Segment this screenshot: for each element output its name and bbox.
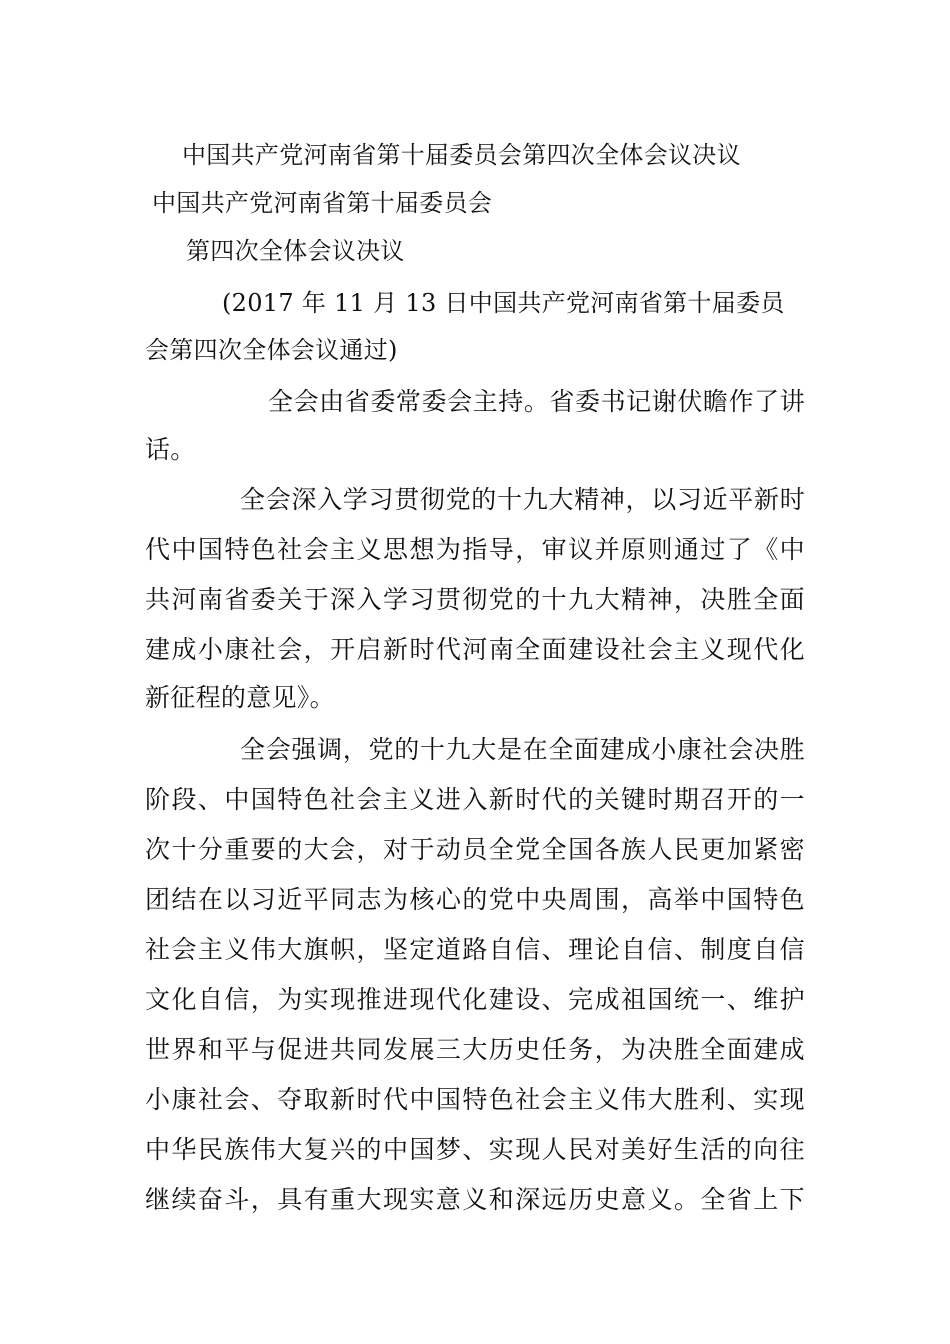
para3-line-1: 全会强调，党的十九大是在全面建成小康社会决胜 <box>240 735 805 764</box>
para3-line-2: 阶段、中国特色社会主义进入新时代的关键时期召开的一 <box>145 785 805 814</box>
date-line-2: 会第四次全体会议通过) <box>145 336 398 364</box>
para3-line-3: 次十分重要的大会，对于动员全党全国各族人民更加紧密 <box>145 835 805 864</box>
date-line-1: (2017 年 11 月 13 日中国共产党河南省第十届委员 <box>222 289 785 317</box>
para3-line-9: 中华民族伟大复兴的中国梦、实现人民对美好生活的向往 <box>145 1135 805 1164</box>
para3-line-7: 世界和平与促进共同发展三大历史任务，为决胜全面建成 <box>145 1035 805 1064</box>
para3-line-4: 团结在以习近平同志为核心的党中央周围，高举中国特色 <box>145 885 805 914</box>
para2-line-3: 共河南省委关于深入学习贯彻党的十九大精神，决胜全面 <box>145 585 805 614</box>
para2-line-1: 全会深入学习贯彻党的十九大精神，以习近平新时 <box>240 485 805 514</box>
para3-line-10: 继续奋斗，具有重大现实意义和深远历史意义。全省上下 <box>145 1185 805 1214</box>
para2-line-5: 新征程的意见》。 <box>145 683 335 712</box>
para3-line-8: 小康社会、夺取新时代中国特色社会主义伟大胜利、实现 <box>145 1085 805 1114</box>
para3-line-5: 社会主义伟大旗帜，坚定道路自信、理论自信、制度自信 <box>145 935 805 964</box>
title-line-1: 中国共产党河南省第十届委员会 <box>152 189 493 217</box>
para2-line-4: 建成小康社会，开启新时代河南全面建设社会主义现代化 <box>145 635 805 664</box>
para1-line-1: 全会由省委常委会主持。省委书记谢伏瞻作了讲 <box>268 387 805 416</box>
para3-line-6: 文化自信，为实现推进现代化建设、完成祖国统一、维护 <box>145 985 805 1014</box>
document-title: 中国共产党河南省第十届委员会第四次全体会议决议 <box>182 141 741 169</box>
para2-line-2: 代中国特色社会主义思想为指导，审议并原则通过了《中 <box>145 535 805 564</box>
title-line-2: 第四次全体会议决议 <box>186 237 405 265</box>
para1-line-2: 话。 <box>145 435 196 464</box>
